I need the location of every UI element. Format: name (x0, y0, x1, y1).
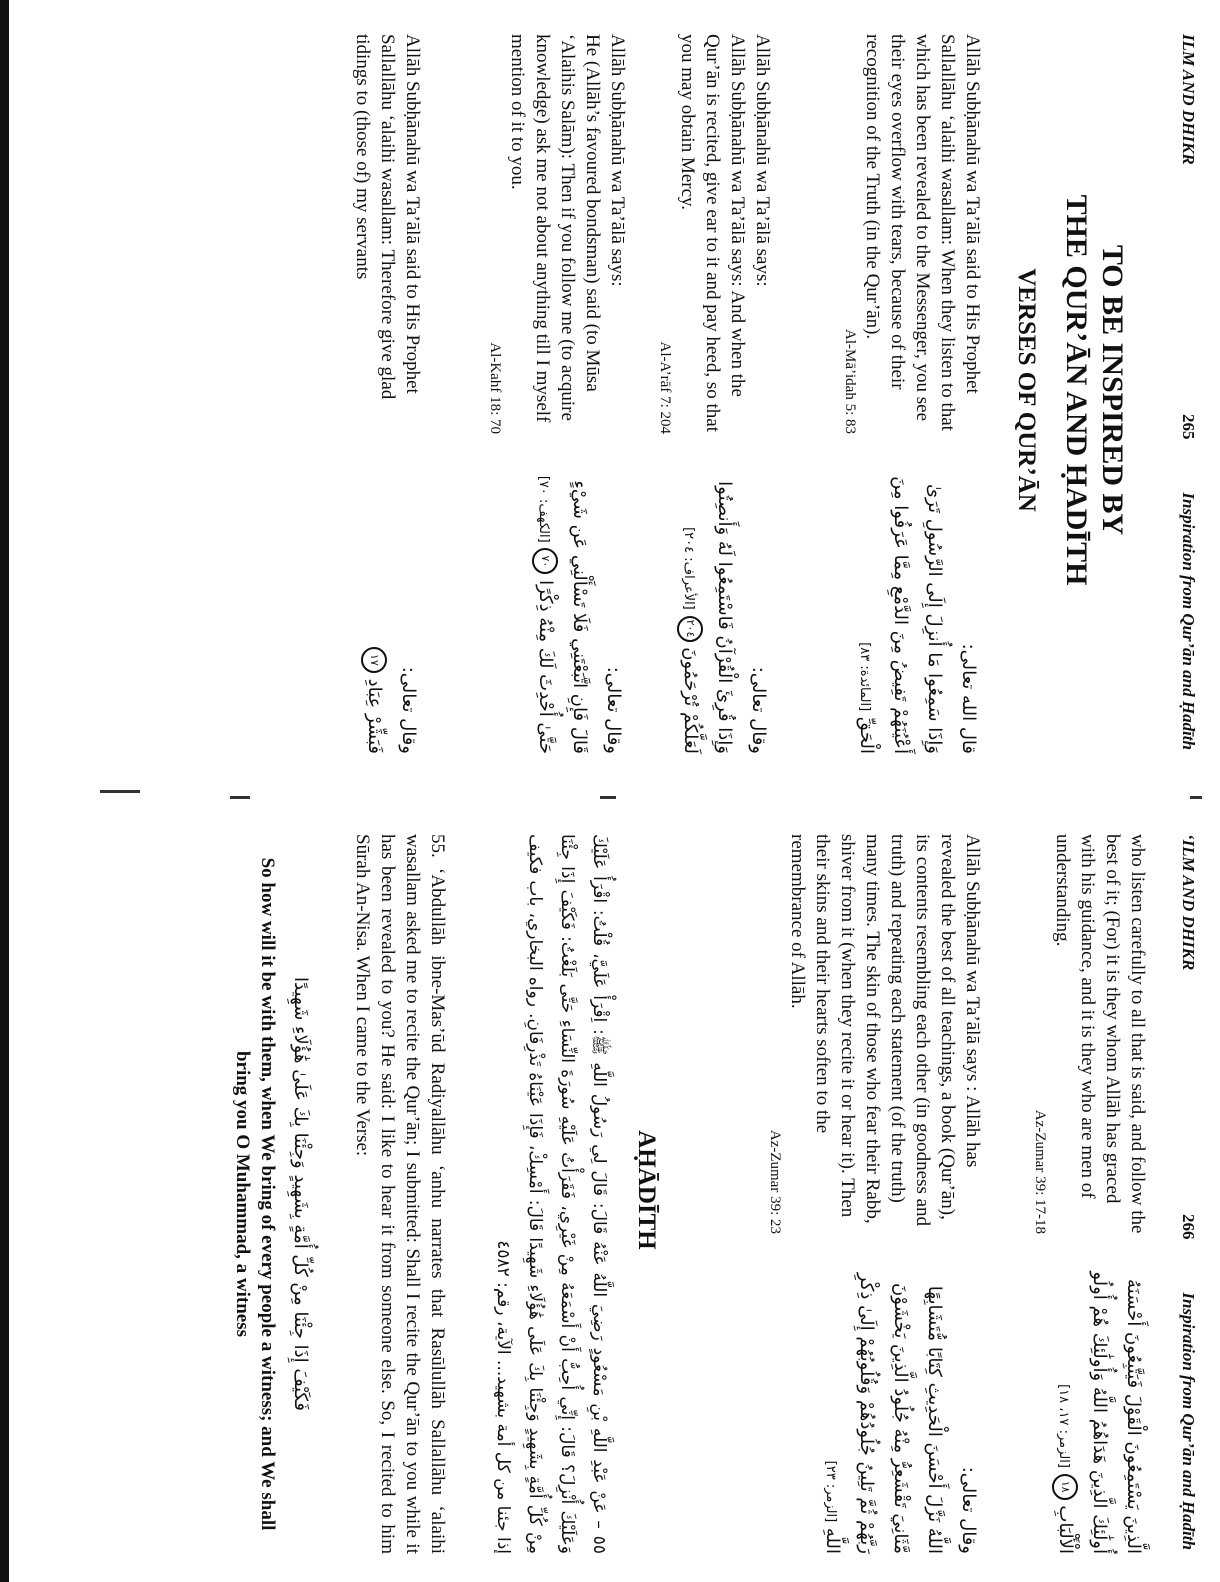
hadith-translation: 55. ‘Abdullāh ibne-Mas’ūd Radiyallāhu ‘anhu narrates that Rasūlullāh Sallallāhu ‘alaihi wasallam asked me to recite the Qur’ān; I submitted: Shall I recite the Qur’ān to you while it has been revealed to you? He said: I like to hear it from someone else. So, I recited to him Sūrah An-Nisa. When I came to the Verse: (352, 834, 448, 1554)
verse-end-ornament-icon: ١٨ (1052, 1474, 1078, 1500)
verse-translation (840, 34, 985, 434)
chapter-title-line-1: TO BE INSPIRED BY (1096, 244, 1129, 536)
verse-arabic (1046, 1254, 1150, 1554)
scan-mark (600, 796, 616, 799)
verse-translation (655, 34, 775, 434)
verse-end-ornament-icon: ١٧ (361, 647, 387, 673)
verse-arabic-text: قَالَ فَإِنِ اتَّبَعْتَنِي فَلَا تَسْأَلْنِي عَن شَيْءٍ حَتَّىٰ أُحْدِثَ لَكَ مِنْهُ ذِكْرًا (535, 480, 590, 754)
verse-translation-text: Allāh Subḥānahū wa Ta’ālā says: And when the Qur’ān is recited, give ear to it and pay heed, so that you may obtain Mercy. (677, 34, 748, 432)
verse-reference: Al-Mā’idah 5: 83 (842, 329, 858, 434)
chapter-title (1058, 0, 1130, 780)
scan-mark (230, 796, 250, 799)
verse-entry (255, 34, 425, 754)
verse-arabic (671, 454, 775, 754)
header-chapter-title: Inspiration from Qur’ān and Ḥadīth (1179, 492, 1198, 750)
scan-mark (100, 790, 140, 793)
verse-arabic-reference: [المائدة: ٨٣] (857, 642, 872, 712)
verse-reference: Az-Zumar 39: 17-18 (1032, 1109, 1048, 1234)
verse-entry (1000, 834, 1150, 1554)
verse-reference: Al-Kahf 18: 70 (487, 342, 503, 434)
verse-arabic-intro: قال الله تعالى: (958, 643, 979, 754)
verse-end-ornament-icon: ٢٠٤ (677, 616, 703, 642)
verse-arabic-text: فَبَشِّرْ عِبَادِ (364, 678, 385, 754)
verse-entry (675, 834, 985, 1554)
verse-translation (1030, 834, 1150, 1234)
verse-translation (485, 34, 630, 434)
hadith-arabic: ٥٥ – عَنْ عَبْدِ اللَّهِ بْنِ مَسْعُودٍ رَضِيَ اللَّهُ عَنْهُ قَالَ: قَالَ لِي رَسُولُ اللَّهِ ﷺ: اِقْرَأْ عَلَيَّ، قُلْتُ: اقْرَأُ عَلَيْكَ وَعَلَيْكَ أُنْزِلَ؟ قَالَ: إِنِّي أُحِبُّ أَنْ أَسْمَعَهُ مِنْ غَيْرِي، فَقَرَأْتُ عَلَيْهِ سُورَةَ النِّسَاءِ حَتَّى بَلَغْتُ: فَكَيْفَ إِذَا جِئْنَا مِنْ كُلِّ أُمَّةٍ بِشَهِيدٍ وَجِئْنَا بِكَ عَلَى هَٰؤُلَاءِ شَهِيدًا قَالَ: أَمْسِكْ، فَإِذَا عَيْنَاهُ تَذْرِفَانِ. رواه البخاري، باب فكيف إذا جئنا من كل أمة بشهيد... الآية، رقم: ٤٥٨٢ (493, 834, 609, 1554)
verse-arabic-reference: [الكهف: ٧٠] (536, 475, 551, 543)
verse-arabic-intro: وقال تعالى: (748, 666, 769, 754)
verse-intro: Allāh Subḥānahū wa Ta’ālā says: (752, 34, 773, 287)
verse-end-ornament-icon: ٧٠ (532, 548, 558, 574)
header-chapter-title: Inspiration from Qur’ān and Ḥadīth (1179, 1292, 1198, 1550)
verse-intro: Allāh Subḥānahū wa Ta’ālā says: (607, 34, 628, 287)
verse-translation-text: He (Allāh’s favoured bondsman) said (to Mūsa ‘Alaihis Salām): Then if you follow me (to acquire knowledge) ask me not about anything till I myself mention of it to you. (507, 34, 603, 423)
verse-arabic (847, 454, 985, 754)
verse-arabic (357, 454, 425, 754)
verse-arabic-reference: [الزمر: ١٧، ١٨] (1056, 1384, 1071, 1468)
verse-translation-text: who listen carefully to all that is said, and follow the best of it; (For) it is they whom Allāh has graced with his guidance, and it is they who are men of understanding. (1052, 834, 1148, 1234)
section-heading: VERSES OF QUR’ĀN (1013, 268, 1040, 512)
page-number: 266 (1179, 1214, 1198, 1240)
verse-translation-text: Allāh Subḥānahū wa Ta’ālā says : Allāh has revealed the best of all teachings, a book (Qur’ān), its contents resembling each other (in goodness and truth) and repeating each statement (of the truth) many times. The skin of those who fear their Rabb, shiver from it (when they recite it or hear it). Then their skins and their hearts soften to the remembrance of Allāh. (787, 834, 983, 1227)
header-book-title: ILM AND DHIKR (1179, 34, 1198, 165)
chapter-title-line-2: THE QUR’ĀN AND ḤADĪTH (1060, 194, 1093, 586)
scan-mark (1190, 796, 1202, 799)
page-number: 265 (1179, 414, 1198, 440)
verse-arabic-text: اللَّهُ نَزَّلَ أَحْسَنَ الْحَدِيثِ كِتَابًا مُّتَشَابِهًا مَّثَانِيَ تَقْشَعِرُّ مِنْهُ جُلُودُ الَّذِينَ يَخْشَوْنَ رَبَّهُمْ ثُمَّ تَلِينُ جُلُودُهُمْ وَقُلُوبُهُمْ إِلَىٰ ذِكْرِ اللَّهِ (822, 1272, 945, 1554)
hadith-verse-translation: So how will it be with them, when We bring of every people a witness; and We shall bring you O Muhammad, a witness (232, 857, 278, 1531)
verse-entry (645, 34, 775, 754)
verse-arabic-intro: وقال تعالى: (958, 1466, 979, 1554)
hadith-verse-arabic: فَكَيْفَ إِذَا جِئْنَا مِنْ كُلِّ أُمَّةٍ بِشَهِيدٍ وَجِئْنَا بِكَ عَلَىٰ هَٰؤُلَاءِ شَهِيدًا (290, 977, 311, 1411)
section-heading: AḤĀDĪTH (633, 1130, 660, 1250)
verse-arabic (526, 454, 630, 754)
page-266 (0, 800, 1220, 1580)
verse-translation-text: Allāh Subḥānahū wa Ta’ālā said to His Prophet Sallallāhu ‘alaihi wasallam: Therefore give glad tidings to (those of) my servants (352, 34, 423, 400)
verse-translation-text: Allāh Subḥānahū wa Ta’ālā said to His Prophet Sallallāhu ‘alaihi wasallam: When they listen to that which has been revealed to the Messenger, you see their eyes overflow with tears, because of their recognition of the Truth (in the Qur’ān). (862, 34, 983, 431)
verse-entry (785, 34, 985, 754)
verse-arabic-text: وَإِذَا قُرِئَ الْقُرْآنُ فَاسْتَمِعُوا لَهُ وَأَنصِتُوا لَعَلَّكُمْ تُرْحَمُونَ (680, 481, 735, 754)
verse-translation (765, 834, 985, 1234)
verse-arabic-intro: وقال تعالى: (398, 666, 419, 754)
running-header (1172, 834, 1198, 1550)
verse-reference: Az-Zumar 39: 23 (767, 1129, 783, 1234)
verse-arabic-intro: وقال تعالى: (603, 666, 624, 754)
page-265 (0, 0, 1220, 780)
verse-arabic (813, 1254, 985, 1554)
verse-reference: Al-A’rāf 7: 204 (657, 341, 673, 434)
verse-arabic-reference: [الزمر: ٢٣] (823, 1460, 838, 1523)
verse-arabic-text: وَإِذَا سَمِعُوا مَا أُنزِلَ إِلَى الرَّسُولِ تَرَىٰ أَعْيُنَهُمْ تَفِيضُ مِنَ الدَّمْعِ مِمَّا عَرَفُوا مِنَ الْحَقِّ (856, 476, 945, 754)
running-header (1172, 34, 1198, 750)
header-book-title: ‘ILM AND DHIKR (1179, 834, 1198, 971)
verse-entry (440, 34, 630, 754)
verse-arabic-text: الَّذِينَ يَسْتَمِعُونَ الْقَوْلَ فَيَتَّبِعُونَ أَحْسَنَهُ أُولَٰئِكَ الَّذِينَ هَدَاهُمُ اللَّهُ وَأُولَٰئِكَ هُمْ أُولُو الْأَلْبَابِ (1055, 1271, 1144, 1554)
verse-translation (350, 34, 425, 434)
verse-arabic-reference: [الأعراف: ٢٠٤] (681, 527, 696, 610)
